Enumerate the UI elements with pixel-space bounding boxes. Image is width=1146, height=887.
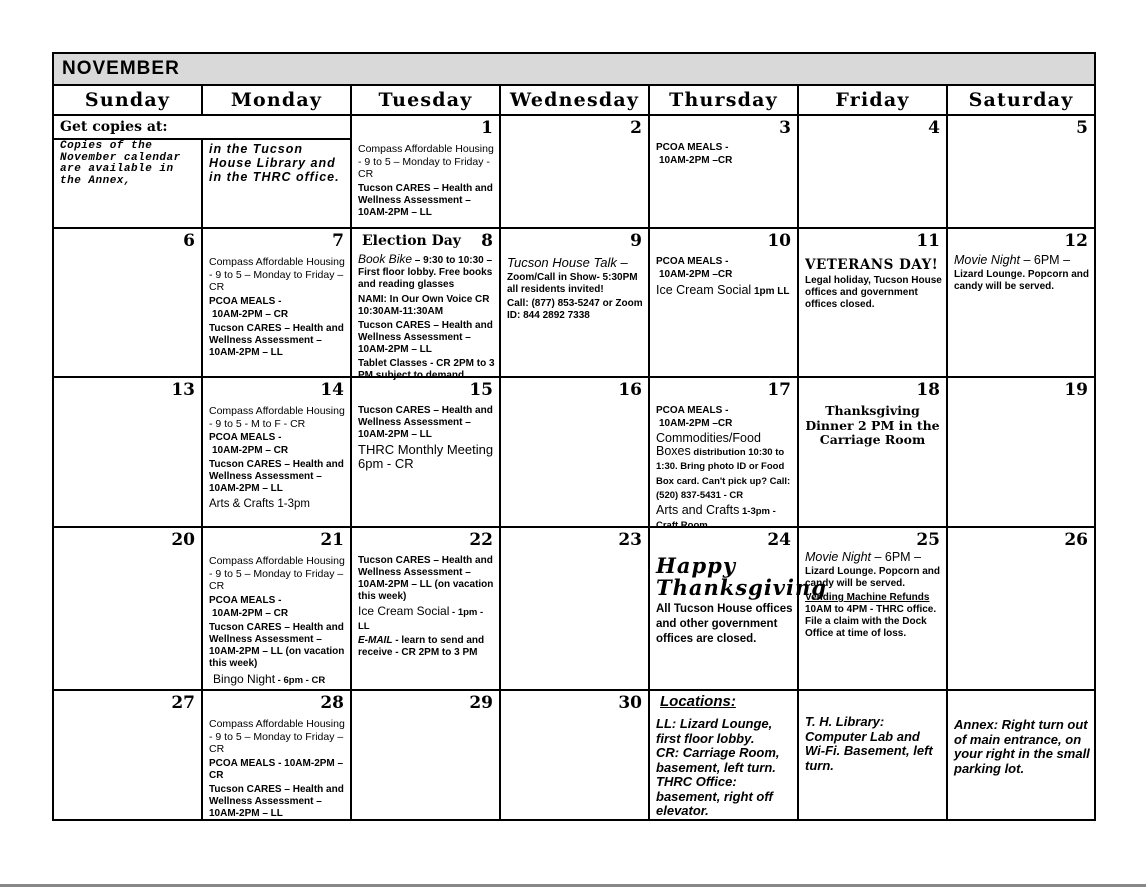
event-movie-night-title: Movie Night – 6PM – [954, 253, 1071, 267]
event-ice-cream-social: Ice Cream Social - 1pm - LL [358, 604, 484, 632]
event-tablet-classes: Tablet Classes - CR 2PM to 3 PM subject to demand. [358, 357, 495, 381]
month-title: NOVEMBER [54, 54, 1094, 86]
day-cell-17 [650, 378, 799, 532]
day-cell-20 [54, 528, 203, 691]
day-cell-25 [799, 528, 948, 691]
day-number: 20 [171, 530, 195, 550]
copies-header-cell [54, 116, 352, 140]
locations-heading: Locations: [660, 693, 736, 710]
event-tucson-cares: Tucson CARES – Health and Wellness Assessment – 10AM-2PM – LL [209, 322, 344, 358]
event-tucson-cares: Tucson CARES – Health and Wellness Assessment – 10AM-2PM – LL (on vacation this week) [209, 621, 345, 669]
location-thrc: THRC Office: basement, right off elevator. [656, 774, 773, 818]
event-ice-cream-social: Ice Cream Social 1pm LL [656, 283, 790, 297]
dayname-wednesday: Wednesday [501, 86, 650, 116]
day-number: 13 [171, 380, 195, 400]
annex-cell [948, 691, 1094, 819]
day-number: 22 [469, 530, 493, 550]
day-cell-14 [203, 378, 352, 528]
dayname-sunday: Sunday [54, 86, 203, 116]
day-number: 14 [320, 380, 344, 400]
happy-thanksgiving-line2: Thanksgiving [656, 575, 827, 600]
day-cell-12 [948, 229, 1094, 378]
day-number: 11 [916, 231, 940, 251]
event-zoom-info: Zoom/Call in Show- 5:30PM all residents invited! [507, 272, 638, 295]
happy-thanksgiving-line1: Happy [656, 553, 737, 578]
event-compass: Compass Affordable Housing - 9 to 5 - M to F - CR [209, 405, 345, 430]
day-number: 2 [630, 118, 642, 138]
day-cell-9 [501, 229, 650, 378]
day-cell-5 [948, 116, 1094, 229]
event-pcoa-time: 10AM-2PM – CR [212, 607, 289, 619]
day-cell-21 [203, 528, 352, 691]
event-arts-crafts: Arts and Crafts 1-3pm - Craft Room [656, 503, 776, 532]
event-book-bike: Book Bike – 9:30 to 10:30 – First floor lobby. Free books and reading glasses [358, 252, 493, 291]
day-number: 4 [928, 118, 940, 138]
event-pcoa-time: 10AM-2PM –CR [659, 418, 733, 429]
day-cell-13 [54, 378, 203, 528]
event-call-info: Call: (877) 853-5247 or Zoom ID: 844 2892 7338 [507, 298, 643, 321]
day-number: 27 [171, 693, 195, 713]
event-pcoa-time: 10AM-2PM – CR [212, 308, 289, 320]
day-number: 18 [916, 380, 940, 400]
dayname-friday: Friday [799, 86, 948, 116]
day-cell-27 [54, 691, 203, 819]
location-cr: CR: Carriage Room, basement, left turn. [656, 745, 780, 775]
day-cell-10 [650, 229, 799, 378]
dayname-thursday: Thursday [650, 86, 799, 116]
event-pcoa-meals: PCOA MEALS - [209, 432, 282, 443]
event-arts-crafts: Arts & Crafts 1-3pm [209, 498, 310, 510]
day-number: 7 [332, 231, 344, 251]
day-number: 29 [469, 693, 493, 713]
day-cell-26 [948, 528, 1094, 691]
location-library: T. H. Library: Computer Lab and Wi-Fi. Basement, left turn. [805, 714, 933, 773]
day-number: 1 [481, 118, 493, 138]
event-compass: Compass Affordable Housing - 9 to 5 – Monday to Friday – CR [209, 555, 345, 592]
day-cell-23 [501, 528, 650, 691]
day-number: 3 [779, 118, 791, 138]
dayname-saturday: Saturday [948, 86, 1094, 116]
day-number: 25 [916, 530, 940, 550]
event-pcoa-meals: PCOA MEALS - 10AM-2PM – CR [209, 757, 344, 781]
dayname-tuesday: Tuesday [352, 86, 501, 116]
event-tucson-cares: Tucson CARES – Health and Wellness Assessment – 10AM-2PM – LL [209, 783, 344, 819]
day-number: 21 [320, 530, 344, 550]
event-pcoa-time: 10AM-2PM –CR [659, 155, 733, 166]
day-number: 28 [320, 693, 344, 713]
event-vending-refunds-details: 10AM to 4PM - THRC office. File a claim with the Dock Office at time of loss. [805, 604, 937, 639]
day-cell-2 [501, 116, 650, 229]
day-number: 26 [1064, 530, 1088, 550]
day-number: 17 [767, 380, 791, 400]
day-cell-15 [352, 378, 501, 528]
event-tucson-cares: Tucson CARES – Health and Wellness Assessment – 10AM-2PM – LL [358, 319, 493, 355]
event-pcoa-meals: PCOA MEALS - [209, 594, 282, 606]
event-tucson-house-talk: Tucson House Talk – [507, 255, 628, 270]
day-cell-18 [799, 378, 948, 528]
event-tucson-cares: Tucson CARES – Health and Wellness Assessment – 10AM-2PM – LL [209, 459, 344, 494]
event-compass: Compass Affordable Housing - 9 to 5 – Monday to Friday - CR [358, 143, 494, 180]
copies-text-a: Copies of the November calendar are available in the Annex, [60, 140, 181, 187]
event-thrc-meeting: THRC Monthly Meeting 6pm - CR [358, 442, 494, 471]
event-compass: Compass Affordable Housing - 9 to 5 – Monday to Friday – CR [209, 718, 345, 755]
event-pcoa-meals: PCOA MEALS - [656, 256, 729, 267]
day-number: 12 [1064, 231, 1088, 251]
day-cell-11 [799, 229, 948, 378]
copies-heading: Get copies at: [60, 119, 168, 135]
locations-cell [650, 691, 799, 819]
event-pcoa-meals: PCOA MEALS - [209, 295, 282, 307]
day-cell-24 [650, 528, 827, 691]
day-cell-7 [203, 229, 352, 378]
event-pcoa-meals: PCOA MEALS - [656, 405, 729, 416]
day-cell-22 [352, 528, 501, 691]
day-number: 9 [630, 231, 642, 251]
day-cell-28 [203, 691, 352, 819]
event-offices-closed: All Tucson House offices and other government offices are closed. [656, 603, 793, 645]
day-number: 30 [618, 693, 642, 713]
location-ll: LL: Lizard Lounge, first floor lobby. [656, 716, 773, 746]
day-number: 23 [618, 530, 642, 550]
event-bingo-night: Bingo Night - 6pm - CR [213, 671, 326, 686]
event-nami: NAMI: In Our Own Voice CR 10:30AM-11:30AM [358, 293, 490, 317]
location-annex: Annex: Right turn out of main entrance, on your right in the small parking lot. [954, 717, 1090, 776]
day-cell-4 [799, 116, 948, 229]
veterans-day-title: VETERANS DAY! [805, 257, 939, 273]
event-email-class: E-MAIL - learn to send and receive - CR 2PM to 3 PM [358, 635, 485, 658]
day-cell-6 [54, 229, 203, 378]
event-legal-holiday: Legal holiday, Tucson House offices and government offices closed. [805, 275, 942, 310]
day-cell-8 [352, 229, 501, 381]
day-number: 16 [618, 380, 642, 400]
day-number: 19 [1064, 380, 1088, 400]
day-number: 24 [767, 530, 791, 550]
day-number: 15 [469, 380, 493, 400]
dayname-monday: Monday [203, 86, 352, 116]
event-movie-night-details: Lizard Lounge. Popcorn and candy will be served. [805, 566, 940, 589]
day-number: 10 [767, 231, 791, 251]
day-cell-19 [948, 378, 1094, 528]
copies-text-b: in the Tucson House Library and in the THRC office. [209, 142, 340, 184]
day-number: 8 [481, 231, 493, 251]
copies-cell-b [203, 140, 352, 229]
day-cell-16 [501, 378, 650, 528]
event-movie-night-details: Lizard Lounge. Popcorn and candy will be served. [954, 269, 1089, 292]
event-compass: Compass Affordable Housing - 9 to 5 – Monday to Friday – CR [209, 256, 345, 293]
library-cell [799, 691, 948, 819]
day-cell-1 [352, 116, 501, 229]
event-commodities: Commodities/Food Boxes distribution 10:30 to 1:30. Bring photo ID or Food Box card. Can't pick up? Call: (520) 837-5431 - CR [656, 431, 791, 501]
day-cell-3 [650, 116, 799, 229]
event-movie-night-title: Movie Night – 6PM – [805, 550, 922, 564]
day-number: 6 [183, 231, 195, 251]
event-vending-refunds-title: Vending Machine Refunds [805, 592, 930, 603]
copies-cell-a [54, 140, 203, 229]
event-tucson-cares: Tucson CARES – Health and Wellness Assessment – 10AM-2PM – LL [358, 405, 493, 440]
event-pcoa-time: 10AM-2PM –CR [659, 269, 733, 280]
day-number: 5 [1076, 118, 1088, 138]
day-cell-30 [501, 691, 650, 819]
day-cell-29 [352, 691, 501, 819]
event-tucson-cares: Tucson CARES – Health and Wellness Assessment – 10AM-2PM – LL (on vacation this week) [358, 555, 494, 602]
event-tucson-cares: Tucson CARES – Health and Wellness Assessment – 10AM-2PM – LL [358, 182, 493, 218]
calendar [52, 52, 1096, 821]
election-day-title: Election Day [362, 233, 461, 249]
event-thanksgiving-dinner: Thanksgiving Dinner 2 PM in the Carriage Room [805, 403, 940, 447]
event-pcoa-meals: PCOA MEALS - [656, 142, 729, 153]
event-pcoa-time: 10AM-2PM – CR [212, 445, 289, 456]
